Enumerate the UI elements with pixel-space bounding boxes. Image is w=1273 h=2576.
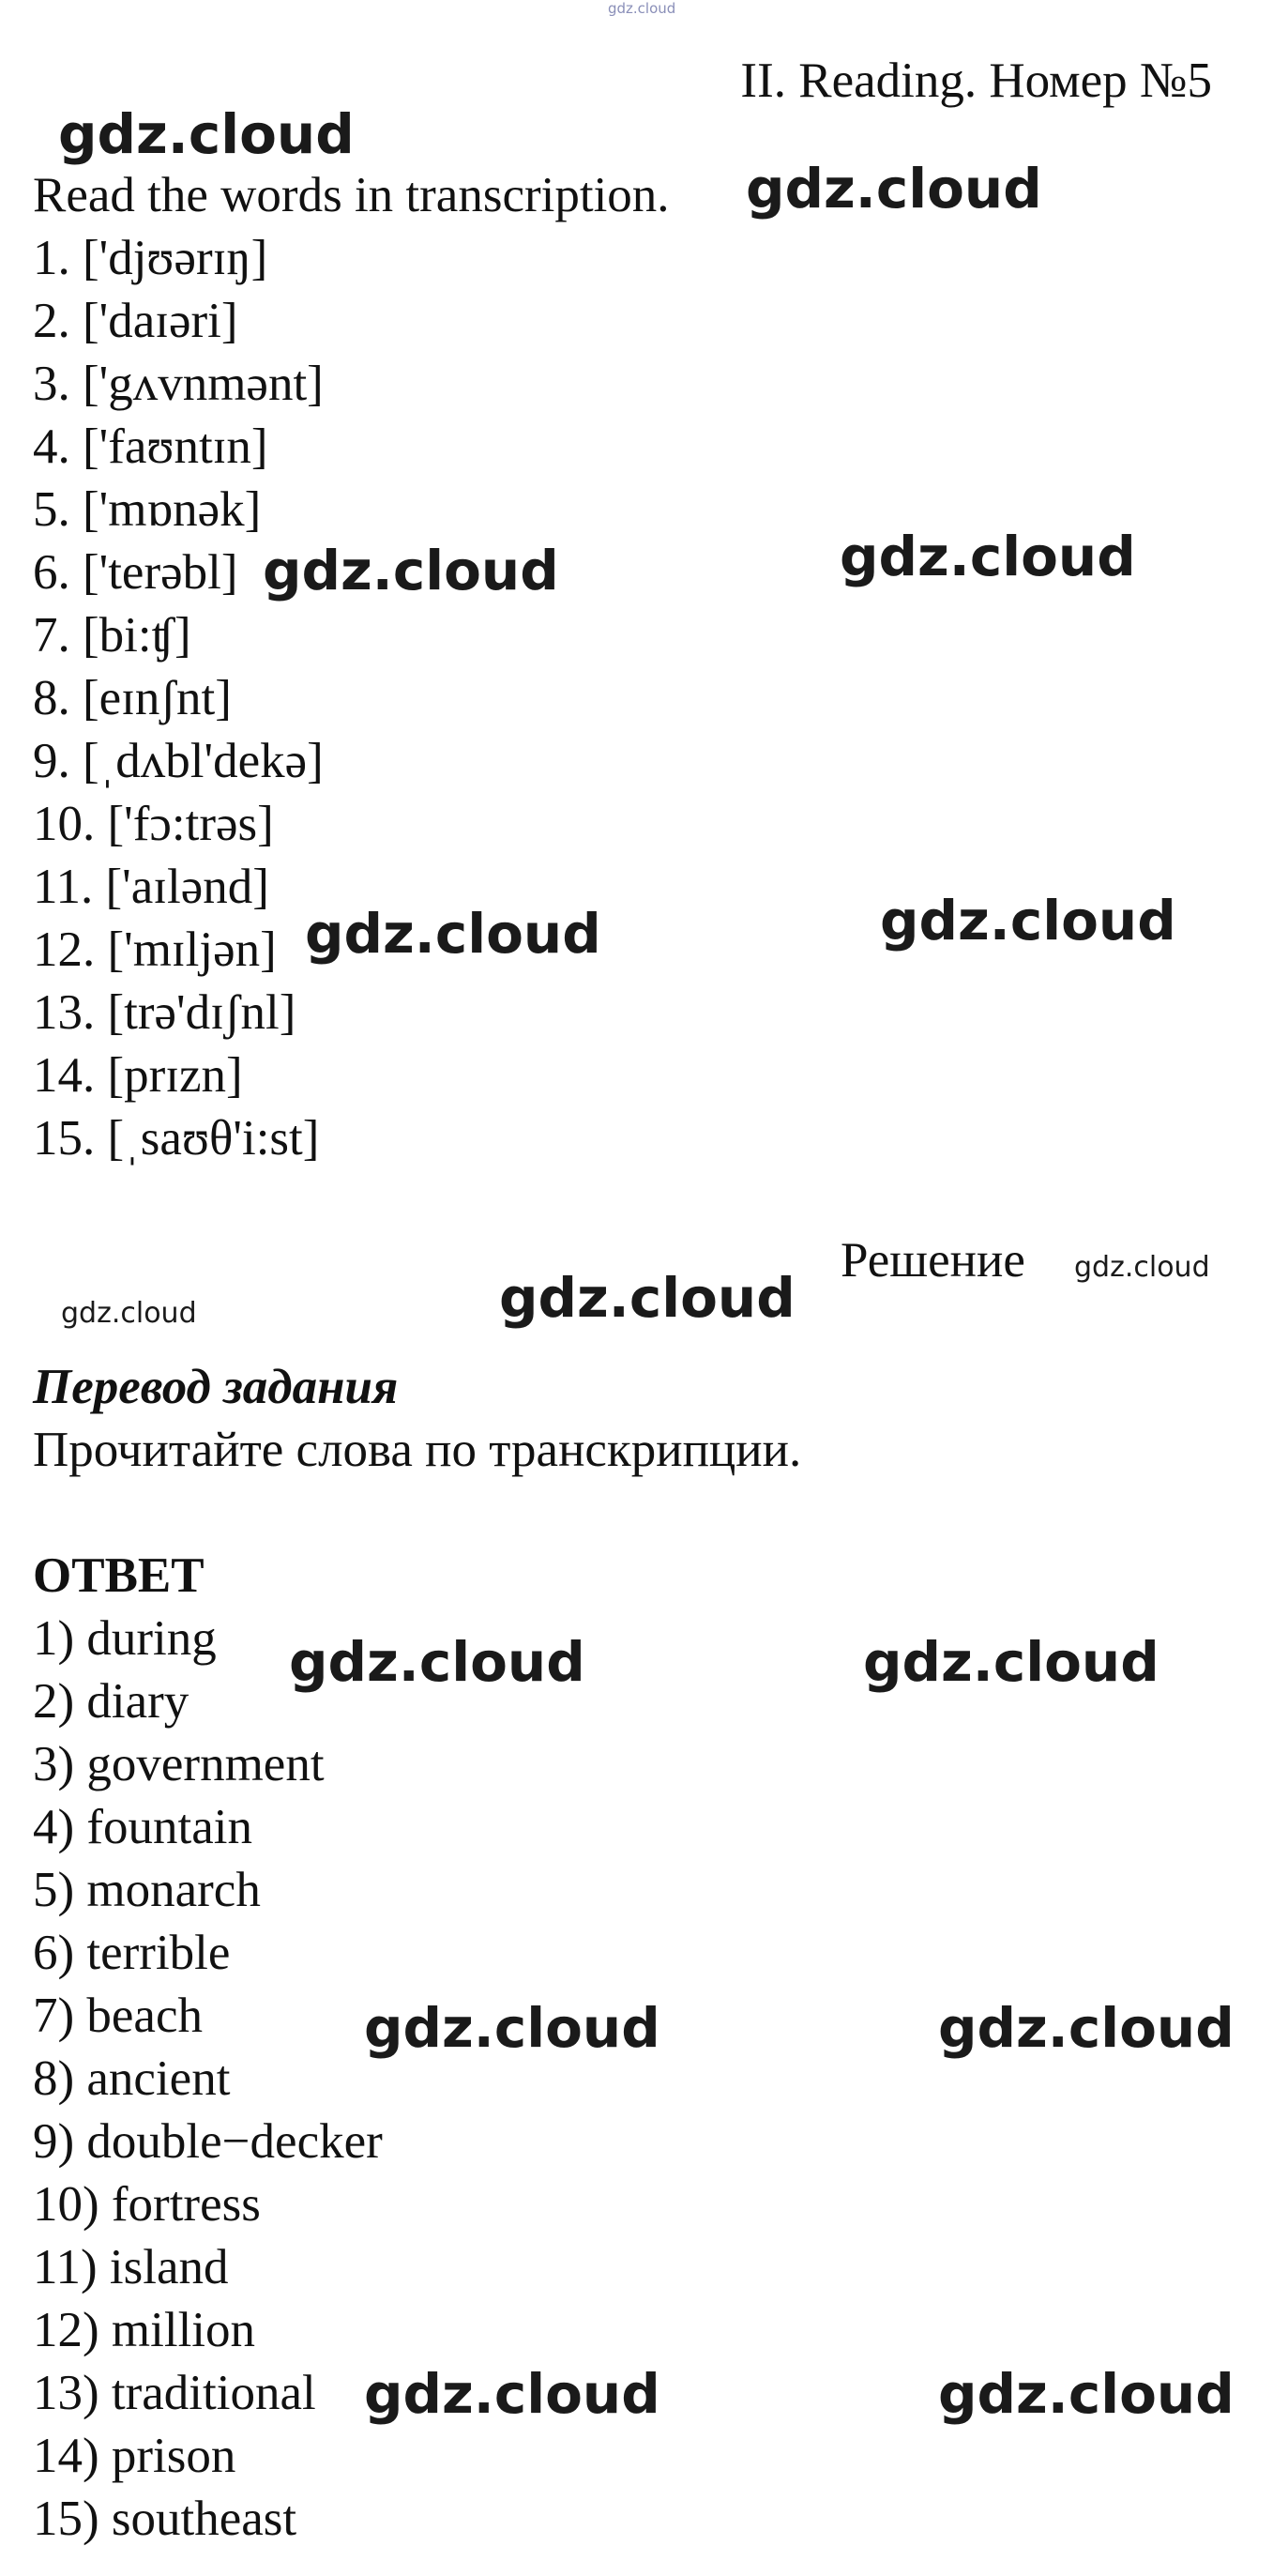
answer-item: 15) southeast xyxy=(33,2492,297,2546)
answer-item: 11) island xyxy=(33,2240,229,2294)
watermark: gdz.cloud xyxy=(938,2362,1235,2426)
transcription-item: 11. ['aɪlənd] xyxy=(33,860,269,914)
answer-item: 8) ancient xyxy=(33,2051,231,2106)
transcription-list xyxy=(33,227,324,1170)
solution-label: Решение xyxy=(841,1233,1025,1288)
watermark: gdz.cloud xyxy=(58,102,355,166)
answer-item: 13) traditional xyxy=(33,2366,316,2420)
answer-item: 9) double−decker xyxy=(33,2114,383,2169)
watermark: gdz.cloud xyxy=(364,1996,660,2060)
answer-list xyxy=(33,1608,383,2551)
transcription-item: 8. [eɪnʃnt] xyxy=(33,671,232,725)
answer-item: 12) million xyxy=(33,2303,256,2357)
answer-item: 6) terrible xyxy=(33,1926,231,1980)
transcription-item: 7. [bi:ʧ] xyxy=(33,608,191,663)
watermark: gdz.cloud xyxy=(938,1996,1235,2060)
transcription-item: 12. ['mɪljən] xyxy=(33,922,277,977)
watermark: gdz.cloud xyxy=(880,889,1176,953)
answer-item: 7) beach xyxy=(33,1989,203,2043)
transcription-item: 2. ['daɪəri] xyxy=(33,294,238,348)
watermark: gdz.cloud xyxy=(863,1630,1159,1694)
watermark: gdz.cloud xyxy=(746,157,1042,221)
watermark: gdz.cloud xyxy=(840,525,1136,588)
transcription-item: 14. [prɪzn] xyxy=(33,1048,243,1103)
watermark: gdz.cloud xyxy=(305,902,601,966)
watermark: gdz.cloud xyxy=(61,1297,197,1330)
answer-item: 1) during xyxy=(33,1611,217,1666)
answer-heading: ОТВЕТ xyxy=(33,1548,205,1603)
transcription-item: 6. ['terəbl] xyxy=(33,545,238,600)
transcription-item: 3. ['gʌvnmənt] xyxy=(33,357,324,411)
watermark: gdz.cloud xyxy=(1074,1251,1210,1284)
task-instruction: Read the words in transcription. xyxy=(33,168,670,222)
transcription-item: 13. [trə'dɪʃnl] xyxy=(33,985,296,1040)
answer-item: 5) monarch xyxy=(33,1863,261,1917)
transcription-item: 9. [ˌdʌbl'dekə] xyxy=(33,734,324,788)
transcription-item: 5. ['mɒnək] xyxy=(33,482,262,537)
transcription-item: 4. ['faʊntɪn] xyxy=(33,419,268,474)
answer-item: 3) government xyxy=(33,1737,325,1791)
answer-item: 10) fortress xyxy=(33,2177,261,2232)
top-watermark: gdz.cloud xyxy=(608,0,676,17)
transcription-item: 1. ['djʊərɪŋ] xyxy=(33,231,268,285)
page-title: II. Reading. Номер №5 xyxy=(740,53,1212,108)
translation-text: Прочитайте слова по транскрипции. xyxy=(33,1423,802,1477)
watermark: gdz.cloud xyxy=(263,539,559,602)
watermark: gdz.cloud xyxy=(499,1266,796,1330)
answer-item: 4) fountain xyxy=(33,1800,253,1854)
answer-item: 14) prison xyxy=(33,2429,236,2483)
transcription-item: 10. ['fɔ:trəs] xyxy=(33,797,274,851)
translation-heading: Перевод задания xyxy=(33,1360,399,1414)
transcription-item: 15. [ˌsaʊθ'i:st] xyxy=(33,1111,320,1166)
answer-item: 2) diary xyxy=(33,1674,189,1729)
watermark: gdz.cloud xyxy=(364,2362,660,2426)
watermark: gdz.cloud xyxy=(289,1630,585,1694)
